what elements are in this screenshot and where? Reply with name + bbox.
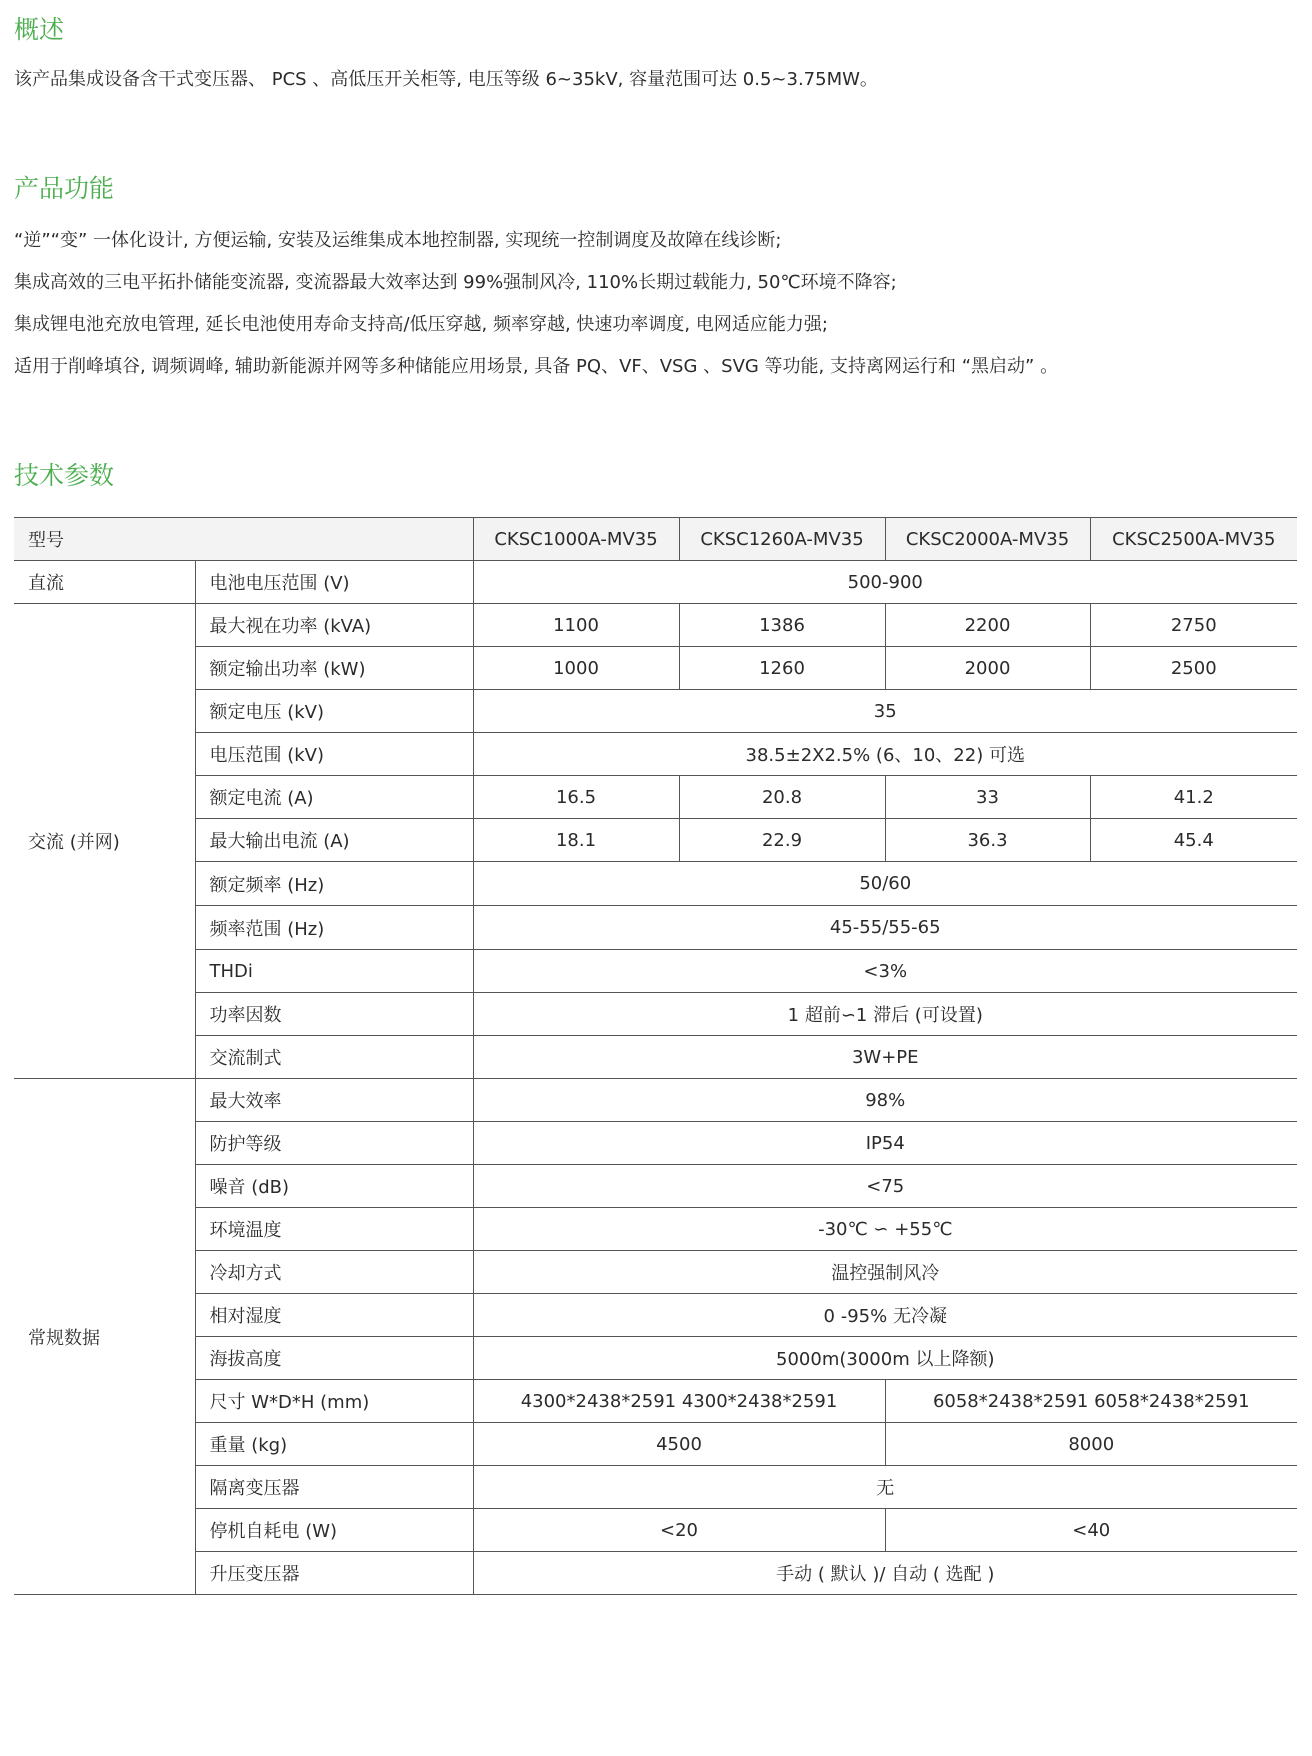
group-ac: 交流 (并网) — [14, 604, 195, 1079]
param-value: 无 — [473, 1466, 1297, 1509]
table-row — [14, 1208, 1297, 1251]
table-row — [14, 561, 1297, 604]
feature-item: 适用于削峰填谷, 调频调峰, 辅助新能源并网等多种储能应用场景, 具备 PQ、VF、VSG 、SVG 等功能, 支持离网运行和 “黑启动” 。 — [14, 356, 1059, 377]
specs-title: 技术参数 — [14, 461, 115, 490]
param-label: 升压变压器 — [195, 1552, 473, 1595]
table-row — [14, 993, 1297, 1036]
spec-header-row — [14, 518, 1297, 561]
param-label: 频率范围 (Hz) — [195, 906, 473, 950]
param-value: IP54 — [473, 1122, 1297, 1165]
table-row — [14, 647, 1297, 690]
param-value: 98% — [473, 1079, 1297, 1122]
param-label: 额定电流 (A) — [195, 776, 473, 819]
param-value: 手动 ( 默认 )/ 自动 ( 选配 ) — [473, 1552, 1297, 1595]
param-value: 45.4 — [1090, 819, 1297, 862]
param-label: 最大视在功率 (kVA) — [195, 604, 473, 647]
model-label: 型号 — [14, 518, 473, 561]
param-label: 额定频率 (Hz) — [195, 862, 473, 906]
table-row — [14, 950, 1297, 993]
param-value: 45-55/55-65 — [473, 906, 1297, 950]
param-value: 50/60 — [473, 862, 1297, 906]
param-value: <75 — [473, 1165, 1297, 1208]
param-label: 冷却方式 — [195, 1251, 473, 1294]
table-row — [14, 1552, 1297, 1595]
overview-text: 该产品集成设备含干式变压器、 PCS 、高低压开关柜等, 电压等级 6~35kV, 容量范围可达 0.5~3.75MW。 — [14, 69, 878, 90]
table-row — [14, 1036, 1297, 1079]
param-value: 0 -95% 无冷凝 — [473, 1294, 1297, 1337]
param-value: 2200 — [885, 604, 1090, 647]
table-row — [14, 1122, 1297, 1165]
model-2: CKSC1260A-MV35 — [679, 518, 885, 561]
param-label: 额定输出功率 (kW) — [195, 647, 473, 690]
param-label: 停机自耗电 (W) — [195, 1509, 473, 1552]
param-value: <40 — [885, 1509, 1297, 1552]
param-label: 尺寸 W*D*H (mm) — [195, 1380, 473, 1423]
table-row — [14, 1423, 1297, 1466]
param-value: 1100 — [473, 604, 679, 647]
param-label: 防护等级 — [195, 1122, 473, 1165]
param-label: 电压范围 (kV) — [195, 733, 473, 776]
param-label: 电池电压范围 (V) — [195, 561, 473, 604]
model-4: CKSC2500A-MV35 — [1090, 518, 1297, 561]
features-title: 产品功能 — [14, 174, 115, 203]
param-value: 1260 — [679, 647, 885, 690]
param-value: -30℃ ∽ +55℃ — [473, 1208, 1297, 1251]
param-value: 38.5±2X2.5% (6、10、22) 可选 — [473, 733, 1297, 776]
feature-item: 集成锂电池充放电管理, 延长电池使用寿命支持高/低压穿越, 频率穿越, 快速功率调度, 电网适应能力强; — [14, 314, 828, 335]
table-row — [14, 1079, 1297, 1122]
param-value: 35 — [473, 690, 1297, 733]
feature-item: 集成高效的三电平拓扑储能变流器, 变流器最大效率达到 99%强制风冷, 110%长期过载能力, 50℃环境不降容; — [14, 272, 897, 293]
table-row — [14, 862, 1297, 906]
param-value: 18.1 — [473, 819, 679, 862]
param-value: 33 — [885, 776, 1090, 819]
param-value: 1386 — [679, 604, 885, 647]
table-row — [14, 776, 1297, 819]
param-value: 16.5 — [473, 776, 679, 819]
param-label: 交流制式 — [195, 1036, 473, 1079]
param-value: 36.3 — [885, 819, 1090, 862]
param-value: 41.2 — [1090, 776, 1297, 819]
param-value: <3% — [473, 950, 1297, 993]
param-label: 噪音 (dB) — [195, 1165, 473, 1208]
param-label: 隔离变压器 — [195, 1466, 473, 1509]
table-row — [14, 1337, 1297, 1380]
param-label: 最大效率 — [195, 1079, 473, 1122]
param-value: 1 超前∽1 滞后 (可设置) — [473, 993, 1297, 1036]
param-value: 温控强制风冷 — [473, 1251, 1297, 1294]
param-value: 6058*2438*2591 6058*2438*2591 — [885, 1380, 1297, 1423]
param-label: 相对湿度 — [195, 1294, 473, 1337]
table-row — [14, 1294, 1297, 1337]
param-value: 22.9 — [679, 819, 885, 862]
param-value: 5000m(3000m 以上降额) — [473, 1337, 1297, 1380]
model-3: CKSC2000A-MV35 — [885, 518, 1090, 561]
model-1: CKSC1000A-MV35 — [473, 518, 679, 561]
param-label: 海拔高度 — [195, 1337, 473, 1380]
param-value: 8000 — [885, 1423, 1297, 1466]
param-value: 2750 — [1090, 604, 1297, 647]
table-row — [14, 1165, 1297, 1208]
param-label: 环境温度 — [195, 1208, 473, 1251]
table-row — [14, 906, 1297, 950]
param-value: 2000 — [885, 647, 1090, 690]
param-label: 功率因数 — [195, 993, 473, 1036]
param-value: <20 — [473, 1509, 885, 1552]
table-row — [14, 733, 1297, 776]
table-row — [14, 1380, 1297, 1423]
overview-title: 概述 — [14, 15, 65, 44]
param-label: 额定电压 (kV) — [195, 690, 473, 733]
param-value: 500-900 — [473, 561, 1297, 604]
table-row — [14, 690, 1297, 733]
param-label: 最大输出电流 (A) — [195, 819, 473, 862]
spec-table — [14, 517, 1297, 1595]
table-row — [14, 604, 1297, 647]
group-dc: 直流 — [14, 561, 195, 604]
param-value: 4500 — [473, 1423, 885, 1466]
feature-item: “逆”“变” 一体化设计, 方便运输, 安装及运维集成本地控制器, 实现统一控制调度及故障在线诊断; — [14, 230, 782, 251]
param-value: 1000 — [473, 647, 679, 690]
table-row — [14, 1466, 1297, 1509]
table-row — [14, 1251, 1297, 1294]
group-general: 常规数据 — [14, 1079, 195, 1595]
param-label: 重量 (kg) — [195, 1423, 473, 1466]
table-row — [14, 1509, 1297, 1552]
param-value: 20.8 — [679, 776, 885, 819]
table-row — [14, 819, 1297, 862]
param-label: THDi — [195, 950, 473, 993]
param-value: 3W+PE — [473, 1036, 1297, 1079]
param-value: 4300*2438*2591 4300*2438*2591 — [473, 1380, 885, 1423]
param-value: 2500 — [1090, 647, 1297, 690]
